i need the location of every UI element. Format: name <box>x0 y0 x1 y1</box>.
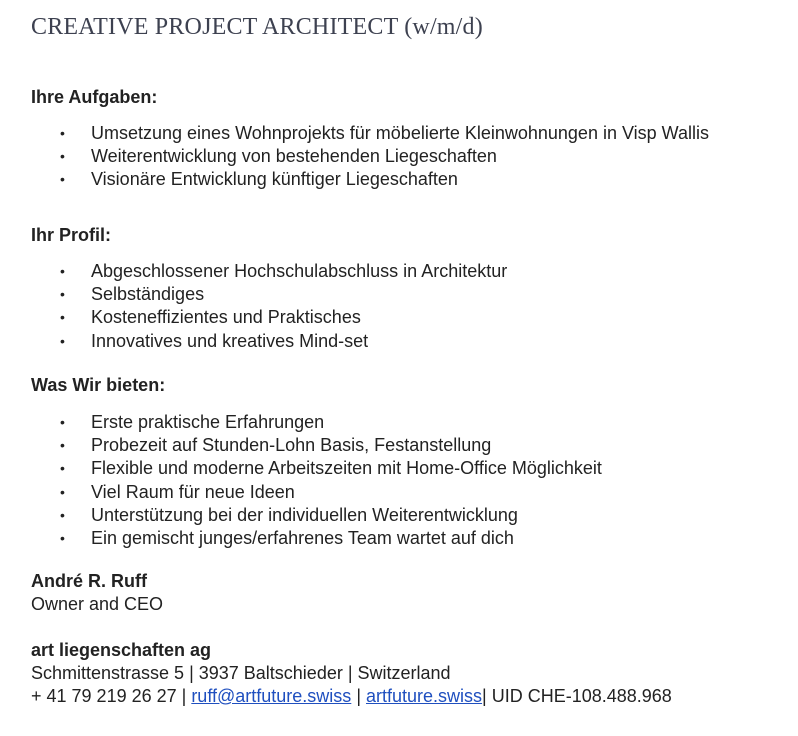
company-address: Schmittenstrasse 5 | 3937 Baltschieder | Switzerland <box>31 663 451 683</box>
list-item: • Unterstützung bei der individuellen Weiterentwicklung <box>0 504 602 527</box>
bullet-icon: • <box>60 148 65 165</box>
list-item: • Kosteneffizientes und Praktisches <box>0 306 507 329</box>
list-item: • Umsetzung eines Wohnprojekts für möbelierte Kleinwohnungen in Visp Wallis <box>0 122 709 145</box>
bullet-icon: • <box>60 125 65 141</box>
email-link[interactable]: ruff@artfuture.swiss <box>191 686 352 706</box>
list-item: • Erste praktische Erfahrungen <box>0 411 602 434</box>
page-title: CREATIVE PROJECT ARCHITECT (w/m/d) <box>31 14 483 40</box>
section-heading-aufgaben: Ihre Aufgaben: <box>31 87 158 107</box>
contact-name: André R. Ruff <box>31 571 147 591</box>
list-item: • Viel Raum für neue Ideen <box>0 481 602 504</box>
bullet-icon: • <box>60 529 65 546</box>
list-bieten <box>0 411 602 550</box>
section-heading-bieten: Was Wir bieten: <box>31 375 166 395</box>
section-heading-profil: Ihr Profil: <box>31 225 111 245</box>
bullet-icon: • <box>60 309 65 326</box>
separator: | <box>351 686 366 706</box>
list-item: • Visionäre Entwicklung künftiger Liegeschaften <box>0 168 709 191</box>
company-name: art liegenschaften ag <box>31 640 212 660</box>
list-item: • Abgeschlossener Hochschulabschluss in Architektur <box>0 260 507 283</box>
bullet-icon: • <box>60 332 65 349</box>
list-profil <box>0 260 507 353</box>
list-item: • Innovatives und kreatives Mind-set <box>0 330 507 353</box>
bullet-icon: • <box>60 460 65 477</box>
phone-number: + 41 79 219 26 27 | <box>31 686 192 706</box>
list-item: • Flexible und moderne Arbeitszeiten mit Home-Office Möglichkeit <box>0 457 602 480</box>
bullet-icon: • <box>60 171 65 188</box>
bullet-icon: • <box>60 263 65 279</box>
list-item: • Weiterentwicklung von bestehenden Liegeschaften <box>0 145 709 168</box>
list-item: • Selbständiges <box>0 283 507 306</box>
list-item: • Probezeit auf Stunden-Lohn Basis, Festanstellung <box>0 434 602 457</box>
bullet-icon: • <box>60 414 65 430</box>
bullet-icon: • <box>60 506 65 523</box>
bullet-icon: • <box>60 483 65 500</box>
contact-details-line <box>31 686 672 707</box>
list-item: • Ein gemischt junges/erfahrenes Team wartet auf dich <box>0 527 602 550</box>
uid-text: | UID CHE-108.488.968 <box>482 686 672 706</box>
bullet-icon: • <box>60 286 65 303</box>
bullet-icon: • <box>60 437 65 454</box>
contact-role: Owner and CEO <box>31 594 164 614</box>
list-aufgaben <box>0 122 709 192</box>
website-link[interactable]: artfuture.swiss <box>366 686 483 706</box>
